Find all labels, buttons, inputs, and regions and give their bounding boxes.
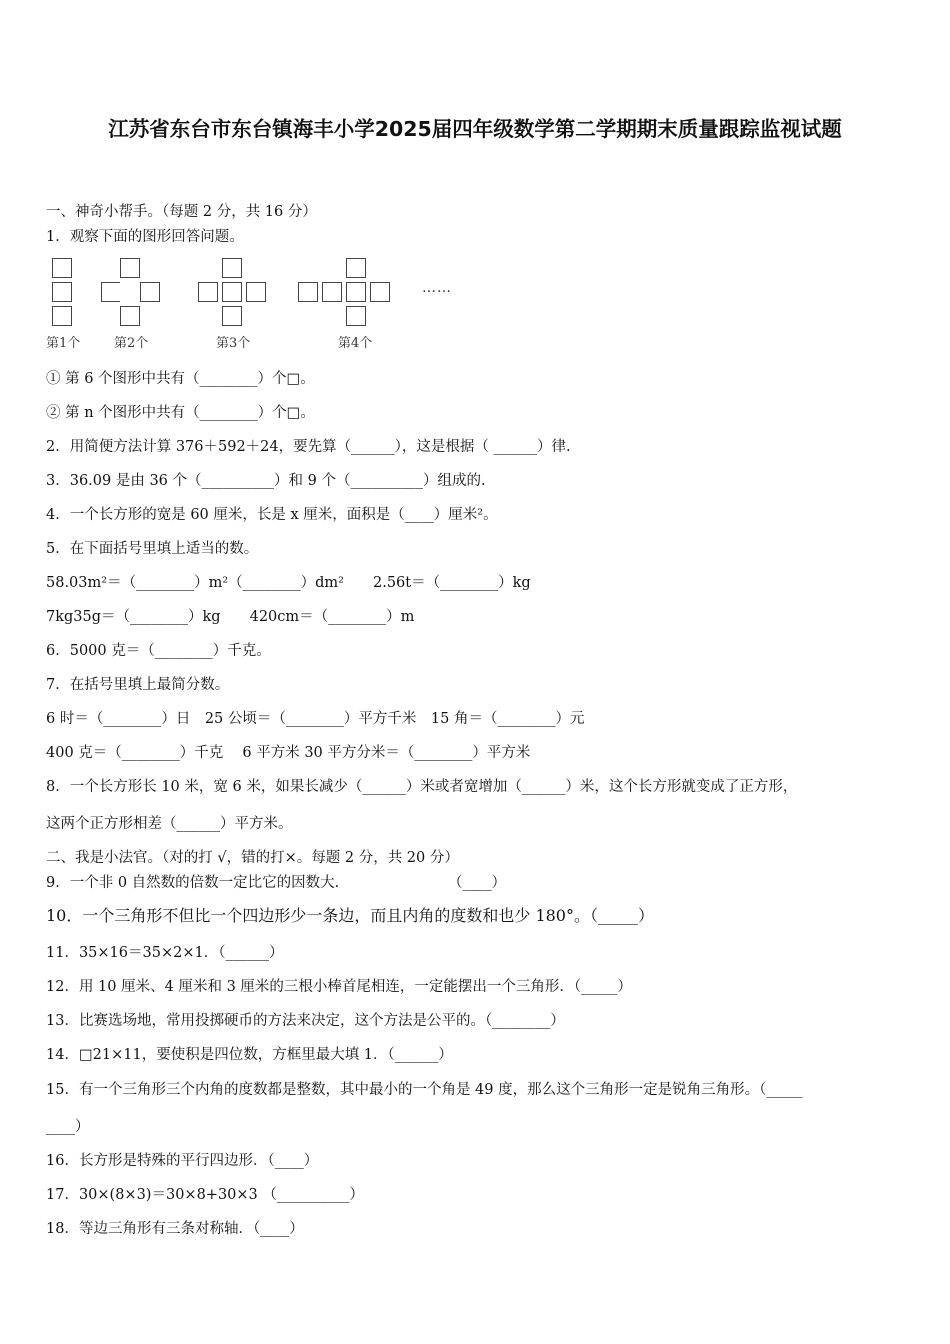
square (120, 282, 140, 302)
square (346, 282, 366, 302)
page-title: 江苏省东台市东台镇海丰小学2025届四年级数学第二学期期末质量跟踪监视试题 (108, 117, 842, 141)
question-text: 400 克＝（________）千克 6 平方米 30 平方分米＝（________）平方米 (46, 745, 531, 761)
square (222, 258, 242, 278)
question-text: 17．30×(8×3)＝30×8+30×3 （__________） (46, 1187, 364, 1203)
section-heading: 一、神奇小帮手。（每题 2 分，共 16 分） (46, 204, 317, 220)
question-text: 3．36.09 是由 36 个（__________）和 9 个（__________）组成的. (46, 473, 486, 489)
square (222, 282, 242, 302)
square (52, 306, 72, 326)
square (370, 282, 390, 302)
question-text: 9．一个非 0 自然数的倍数一定比它的因数大. （____） (46, 875, 507, 891)
question-text: 1．观察下面的图形回答问题。 (46, 229, 244, 245)
square (140, 282, 160, 302)
square (52, 282, 72, 302)
question-text: 8．一个长方形长 10 米，宽 6 米，如果长减少（______）米或者宽增加（______）米，这个长方形就变成了正方形， (46, 779, 798, 795)
pattern-figure (40, 252, 480, 352)
square (322, 282, 342, 302)
question-text: 7．在括号里填上最简分数。 (46, 677, 230, 693)
question-text: ① 第 6 个图形中共有（________）个□。 (46, 371, 315, 387)
square (120, 258, 140, 278)
square (246, 282, 266, 302)
question-text: 5．在下面括号里填上适当的数。 (46, 541, 259, 557)
question-text: 13．比赛选场地，常用投掷硬币的方法来决定，这个方法是公平的。（________） (46, 1013, 565, 1029)
question-text: 15．有一个三角形三个内角的度数都是整数，其中最小的一个角是 49 度，那么这个三角形一定是锐角三角形。（_____ (46, 1082, 803, 1098)
square (52, 258, 72, 278)
square (101, 282, 121, 302)
question-text: 6．5000 克＝（________）千克。 (46, 643, 271, 659)
question-text: 4．一个长方形的宽是 60 厘米，长是 x 厘米，面积是（____）厘米²。 (46, 507, 498, 523)
question-text: 18．等边三角形有三条对称轴．（____） (46, 1221, 304, 1237)
figure-caption: 第1个 (46, 336, 81, 351)
square (222, 306, 242, 326)
square (298, 282, 318, 302)
question-text: 10．一个三角形不但比一个四边形少一条边，而且内角的度数和也少 180°。（_____） (46, 906, 654, 925)
square (346, 258, 366, 278)
question-text: 14．□21×11，要使积是四位数，方框里最大填 1．（______） (46, 1047, 453, 1063)
question-text: 58.03m²＝（________）m²（________）dm² 2.56t＝（________）kg (46, 575, 531, 591)
square (120, 306, 140, 326)
ellipsis: …… (422, 280, 452, 296)
question-text: ____） (46, 1119, 90, 1135)
question-text: 16．长方形是特殊的平行四边形．（____） (46, 1153, 319, 1169)
figure-caption: 第2个 (114, 336, 149, 351)
question-text: 7kg35g＝（________）kg 420cm＝（________）m (46, 609, 415, 625)
question-text: ② 第 n 个图形中共有（________）个□。 (46, 405, 315, 421)
figure-caption: 第3个 (216, 336, 251, 351)
figure-caption: 第4个 (338, 336, 373, 351)
question-text: 6 时＝（________）日 25 公顷＝（________）平方千米 15 角＝（________）元 (46, 711, 585, 727)
question-text: 这两个正方形相差（______）平方米。 (46, 816, 293, 832)
question-text: 11．35×16＝35×2×1．（______） (46, 945, 284, 961)
section-heading: 二、我是小法官。（对的打 √，错的打×。每题 2 分，共 20 分） (46, 850, 459, 866)
square (198, 282, 218, 302)
question-text: 2．用简便方法计算 376＋592＋24，要先算（______），这是根据（ ______）律. (46, 439, 571, 455)
question-text: 12．用 10 厘米、4 厘米和 3 厘米的三根小棒首尾相连，一定能摆出一个三角形．（_____） (46, 979, 632, 995)
square (346, 306, 366, 326)
